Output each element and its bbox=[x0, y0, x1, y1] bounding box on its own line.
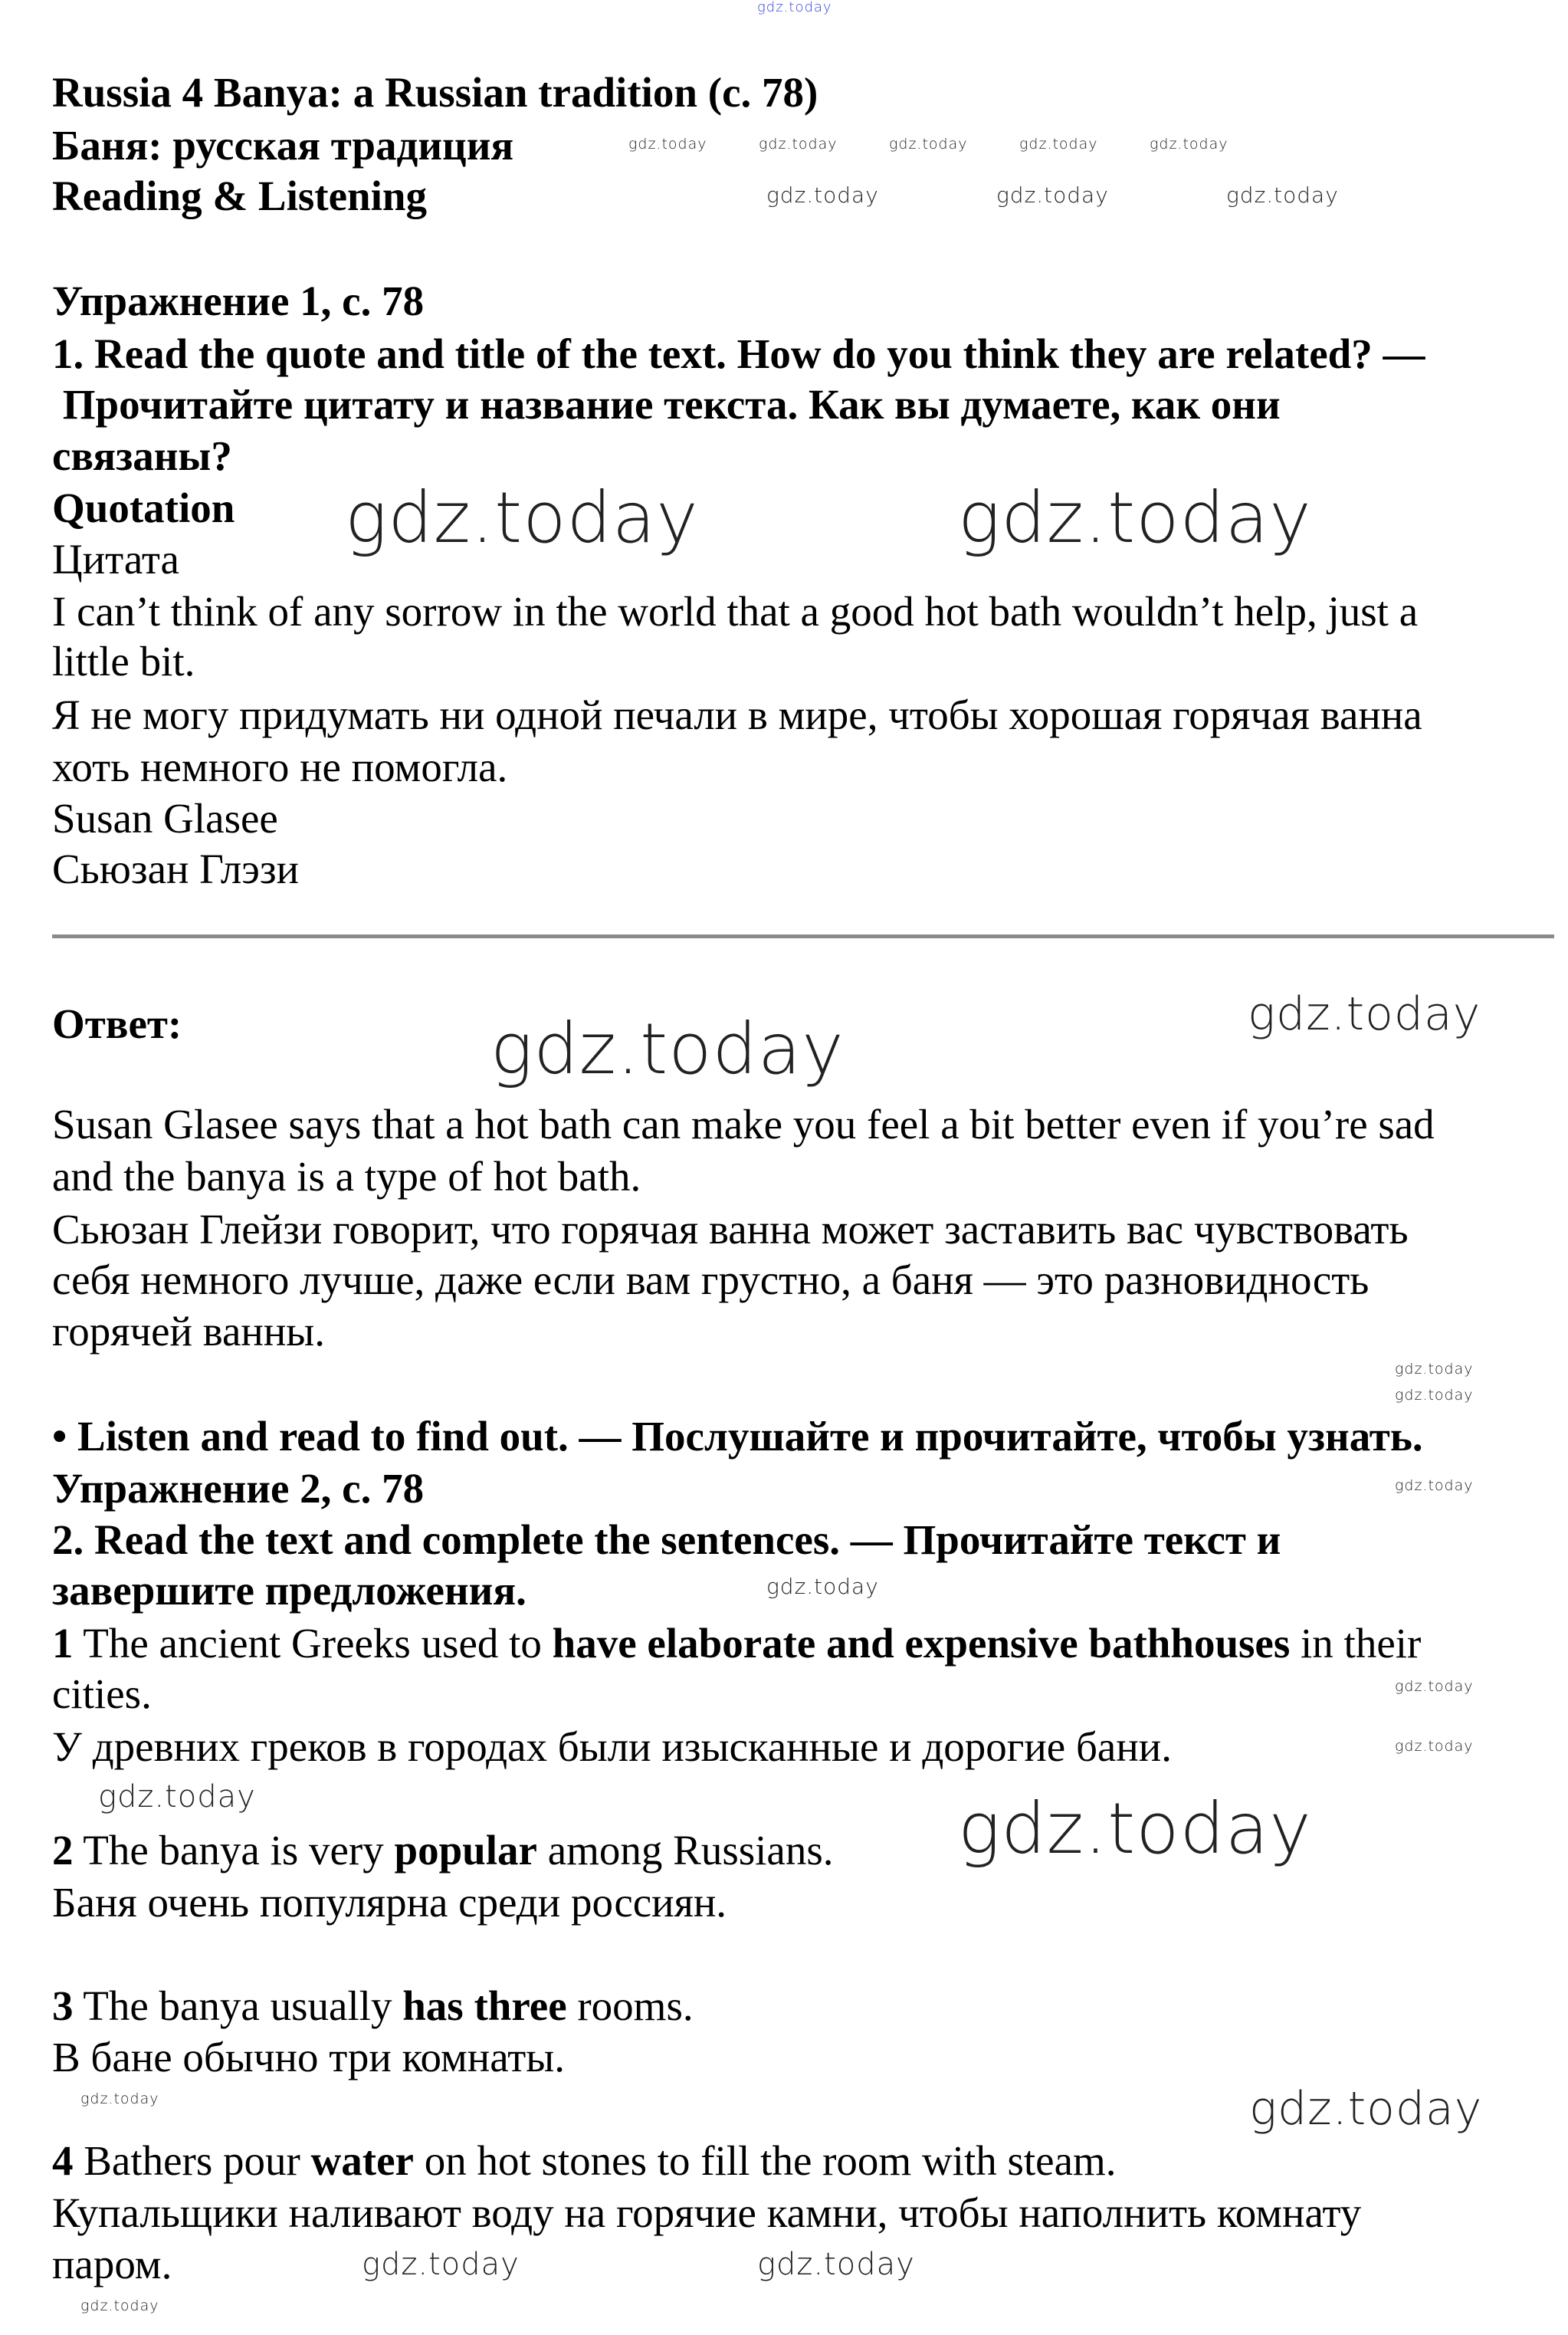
watermark: gdz.today bbox=[1395, 1387, 1474, 1404]
quote-author: Susan Glasee bbox=[52, 795, 278, 842]
exercise1-task: Прочитайте цитату и название текста. Как вы думаете, как они bbox=[52, 381, 1281, 428]
watermark: gdz.today bbox=[345, 477, 699, 559]
watermark: gdz.today bbox=[1395, 1738, 1474, 1755]
page-title: Russia 4 Banya: a Russian tradition (с. 78) bbox=[52, 69, 818, 116]
quote-text: little bit. bbox=[52, 638, 195, 685]
quotation-label: Quotation bbox=[52, 484, 235, 531]
watermark: gdz.today bbox=[362, 2247, 520, 2282]
answer-highlight: have elaborate and expensive bathhouses bbox=[552, 1620, 1291, 1667]
sentence-1-cont: cities. bbox=[52, 1670, 152, 1717]
sentence-4 bbox=[52, 2136, 1117, 2186]
exercise1-task: связаны? bbox=[52, 432, 232, 479]
quote-text-ru: хоть немного не помогла. bbox=[52, 744, 508, 790]
watermark: gdz.today bbox=[80, 2090, 159, 2107]
quotation-label-ru: Цитата bbox=[52, 536, 179, 583]
answer-text-ru: Сьюзан Глейзи говорит, что горячая ванна может заставить вас чувствовать bbox=[52, 1206, 1409, 1253]
watermark: gdz.today bbox=[958, 1788, 1312, 1870]
answer-text-ru: горячей ванны. bbox=[52, 1308, 325, 1355]
sentence-text: Bathers pour bbox=[73, 2137, 311, 2184]
watermark: gdz.today bbox=[1248, 987, 1481, 1041]
sentence-text: in their bbox=[1290, 1620, 1422, 1667]
watermark: gdz.today bbox=[759, 136, 838, 153]
answer-text: Susan Glasee says that a hot bath can make you feel a bit better even if you’re sad bbox=[52, 1101, 1435, 1148]
sentence-1 bbox=[52, 1618, 1421, 1669]
watermark: gdz.today bbox=[1226, 182, 1339, 208]
quote-author-ru: Сьюзан Глэзи bbox=[52, 846, 300, 892]
sentence-4-ru: Купальщики наливают воду на горячие камни, чтобы наполнить комнату bbox=[52, 2189, 1362, 2236]
watermark: gdz.today bbox=[1395, 1678, 1474, 1695]
page-title-ru: Баня: русская традиция bbox=[52, 122, 514, 169]
watermark: gdz.today bbox=[80, 2297, 159, 2314]
watermark: gdz.today bbox=[996, 182, 1109, 208]
quote-text: I can’t think of any sorrow in the world that a good hot bath wouldn’t help, just a bbox=[52, 588, 1419, 635]
answer-highlight: water bbox=[310, 2137, 414, 2184]
answer-label: Ответ: bbox=[52, 1000, 182, 1047]
sentence-text: rooms. bbox=[566, 1982, 694, 2029]
sentence-1-ru: У древних греков в городах были изысканные и дорогие бани. bbox=[52, 1723, 1172, 1770]
sentence-4-ru-cont: паром. bbox=[52, 2241, 172, 2287]
sentence-2-ru: Баня очень популярна среди россиян. bbox=[52, 1879, 727, 1926]
watermark: gdz.today bbox=[889, 136, 968, 153]
sentence-3-ru: В бане обычно три комнаты. bbox=[52, 2034, 565, 2080]
answer-text: and the banya is a type of hot bath. bbox=[52, 1153, 641, 1200]
watermark: gdz.today bbox=[757, 2247, 915, 2282]
answer-highlight: popular bbox=[394, 1827, 537, 1874]
item-number: 3 bbox=[52, 1982, 74, 2029]
exercise2-heading: Упражнение 2, с. 78 bbox=[52, 1465, 425, 1512]
sentence-3 bbox=[52, 1981, 694, 2031]
exercise1-task: 1. Read the quote and title of the text. How do you think they are related? — bbox=[52, 330, 1425, 377]
sentence-text: The banya is very bbox=[73, 1827, 395, 1874]
quote-text-ru: Я не могу придумать ни одной печали в мире, чтобы хорошая горячая ванна bbox=[52, 691, 1422, 738]
item-number: 1 bbox=[52, 1620, 74, 1667]
watermark: gdz.today bbox=[766, 1574, 879, 1599]
listen-task: • Listen and read to find out. — Послушайте и прочитайте, чтобы узнать. bbox=[52, 1413, 1423, 1460]
sentence-2 bbox=[52, 1825, 834, 1876]
section-title: Reading & Listening bbox=[52, 172, 427, 219]
answer-text-ru: себя немного лучше, даже если вам грустно, а баня — это разновидность bbox=[52, 1256, 1370, 1303]
answer-highlight: has three bbox=[402, 1982, 567, 2029]
watermark: gdz.today bbox=[490, 1008, 845, 1090]
watermark: gdz.today bbox=[628, 136, 707, 153]
item-number: 2 bbox=[52, 1827, 74, 1874]
watermark: gdz.today bbox=[1395, 1361, 1474, 1378]
exercise2-task: завершите предложения. bbox=[52, 1567, 526, 1614]
sentence-text: The ancient Greeks used to bbox=[73, 1620, 553, 1667]
exercise2-task: 2. Read the text and complete the sentences. — Прочитайте текст и bbox=[52, 1516, 1281, 1563]
watermark: gdz.today bbox=[1395, 1477, 1474, 1494]
watermark: gdz.today bbox=[1019, 136, 1098, 153]
sentence-text: The banya usually bbox=[73, 1982, 403, 2029]
watermark: gdz.today bbox=[1249, 2082, 1483, 2136]
divider bbox=[52, 934, 1554, 938]
watermark: gdz.today bbox=[757, 0, 832, 15]
watermark: gdz.today bbox=[1150, 136, 1228, 153]
sentence-text: on hot stones to fill the room with steam. bbox=[413, 2137, 1117, 2184]
watermark: gdz.today bbox=[766, 182, 879, 208]
item-number: 4 bbox=[52, 2137, 74, 2184]
watermark: gdz.today bbox=[958, 477, 1312, 559]
watermark: gdz.today bbox=[98, 1779, 256, 1814]
exercise1-heading: Упражнение 1, с. 78 bbox=[52, 278, 425, 324]
sentence-text: among Russians. bbox=[536, 1827, 834, 1874]
